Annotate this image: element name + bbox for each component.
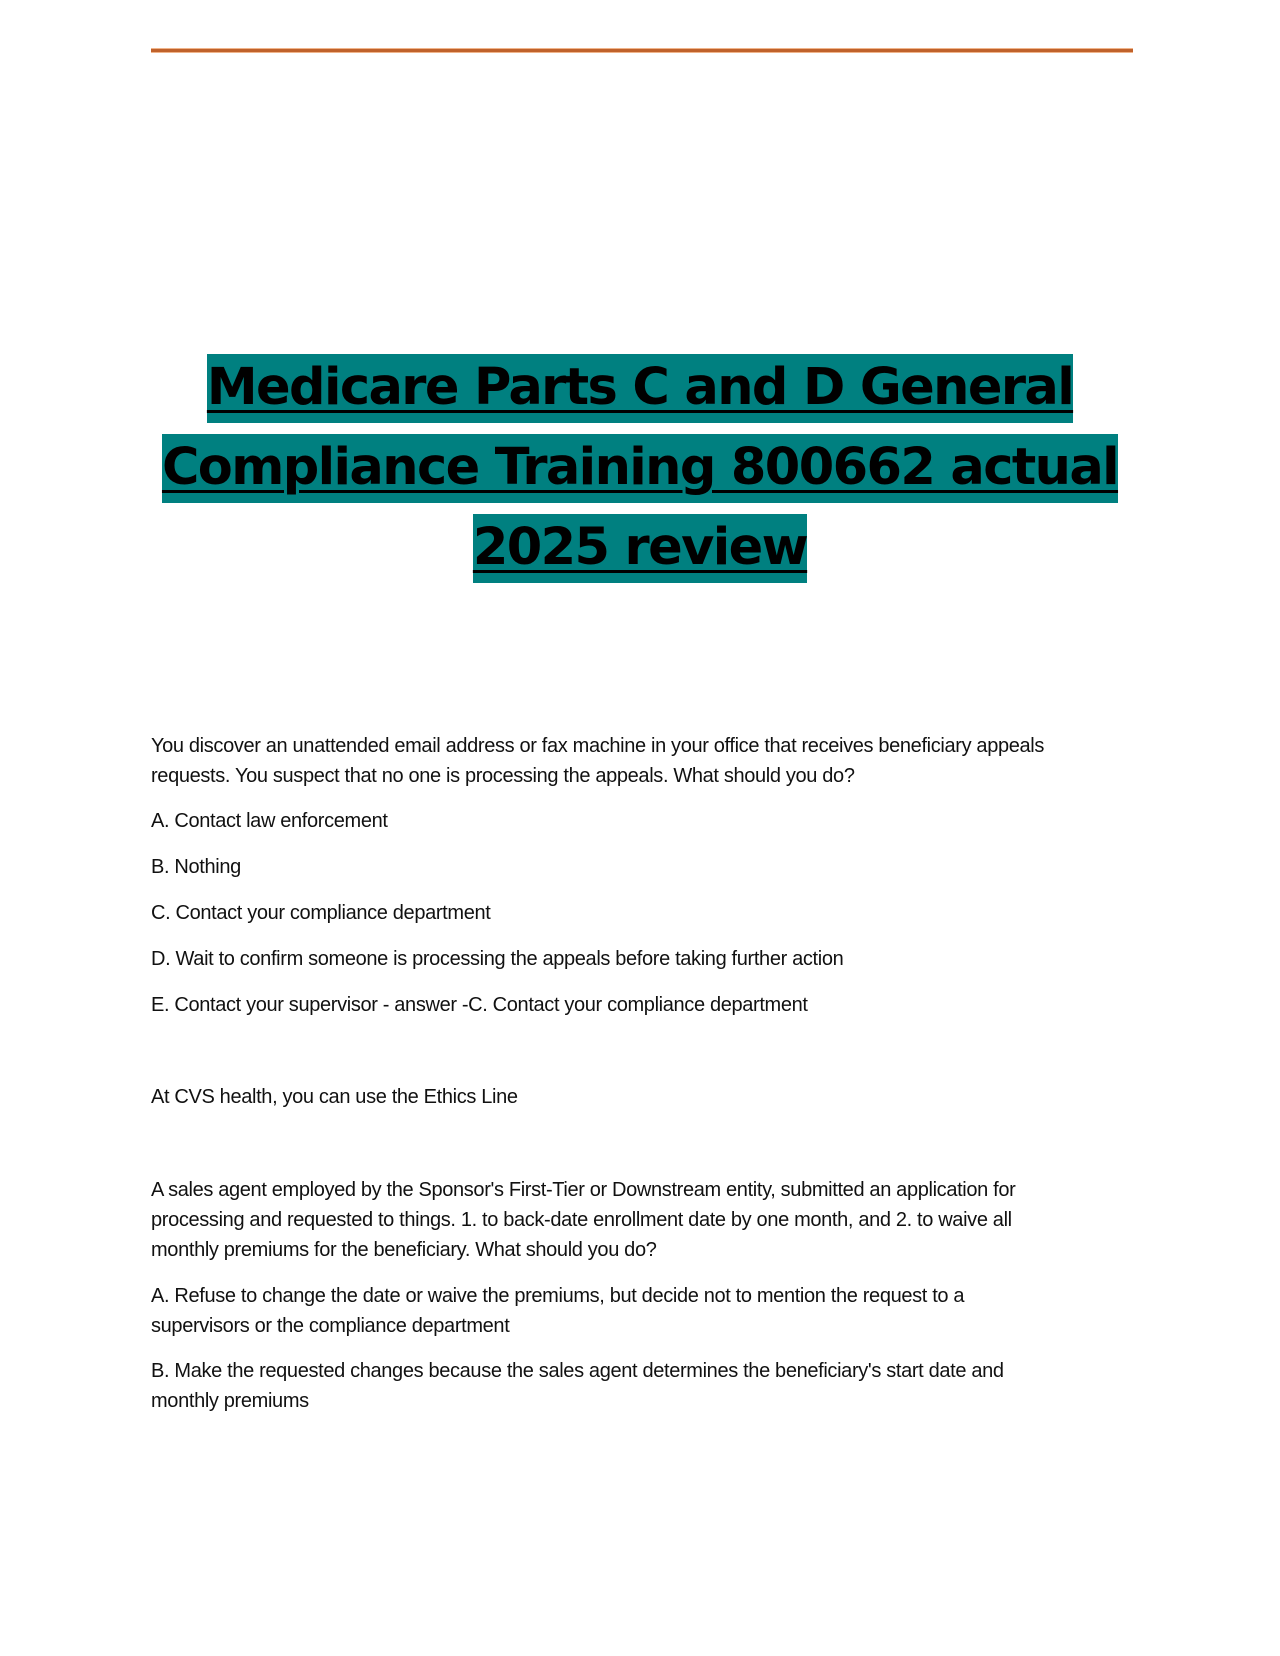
title-line-3: 2025 review <box>140 508 1140 588</box>
question-2-option-a: A. Refuse to change the date or waive the premiums, but decide not to mention the request to a supervisors or the compliance department <box>151 1285 965 1337</box>
question-2-prompt <box>151 1175 1141 1265</box>
title-line-2: Compliance Training 800662 actual <box>140 428 1140 508</box>
question-1-option-a: A. Contact law enforcement <box>151 810 388 832</box>
question-2-option-b: B. Make the requested changes because the sales agent determines the beneficiary's start date and monthly premiums <box>151 1360 1004 1412</box>
header-divider <box>151 49 1133 52</box>
question-1-option-c: C. Contact your compliance department <box>151 902 491 924</box>
question-2-prompt-line-2: processing and requested to things. 1. to back-date enrollment date by one month, and 2. to waive all <box>151 1209 1012 1231</box>
question-1-option-d: D. Wait to confirm someone is processing the appeals before taking further action <box>151 948 844 970</box>
question-1-prompt-line-1: You discover an unattended email address or fax machine in your office that receives beneficiary appeals <box>151 735 1045 757</box>
question-2-prompt-line-1: A sales agent employed by the Sponsor's First-Tier or Downstream entity, submitted an application for <box>151 1179 1016 1201</box>
question-1-prompt <box>151 731 1141 791</box>
question-1-option-e-answer: E. Contact your supervisor - answer -C. Contact your compliance department <box>151 994 808 1016</box>
title-line-1: Medicare Parts C and D General <box>140 348 1140 428</box>
ethics-line-statement: At CVS health, you can use the Ethics Line <box>151 1086 518 1108</box>
question-2-prompt-line-3: monthly premiums for the beneficiary. What should you do? <box>151 1239 657 1261</box>
question-1-option-b: B. Nothing <box>151 856 241 878</box>
document-title <box>140 348 1140 588</box>
question-1-prompt-line-2: requests. You suspect that no one is processing the appeals. What should you do? <box>151 765 855 787</box>
